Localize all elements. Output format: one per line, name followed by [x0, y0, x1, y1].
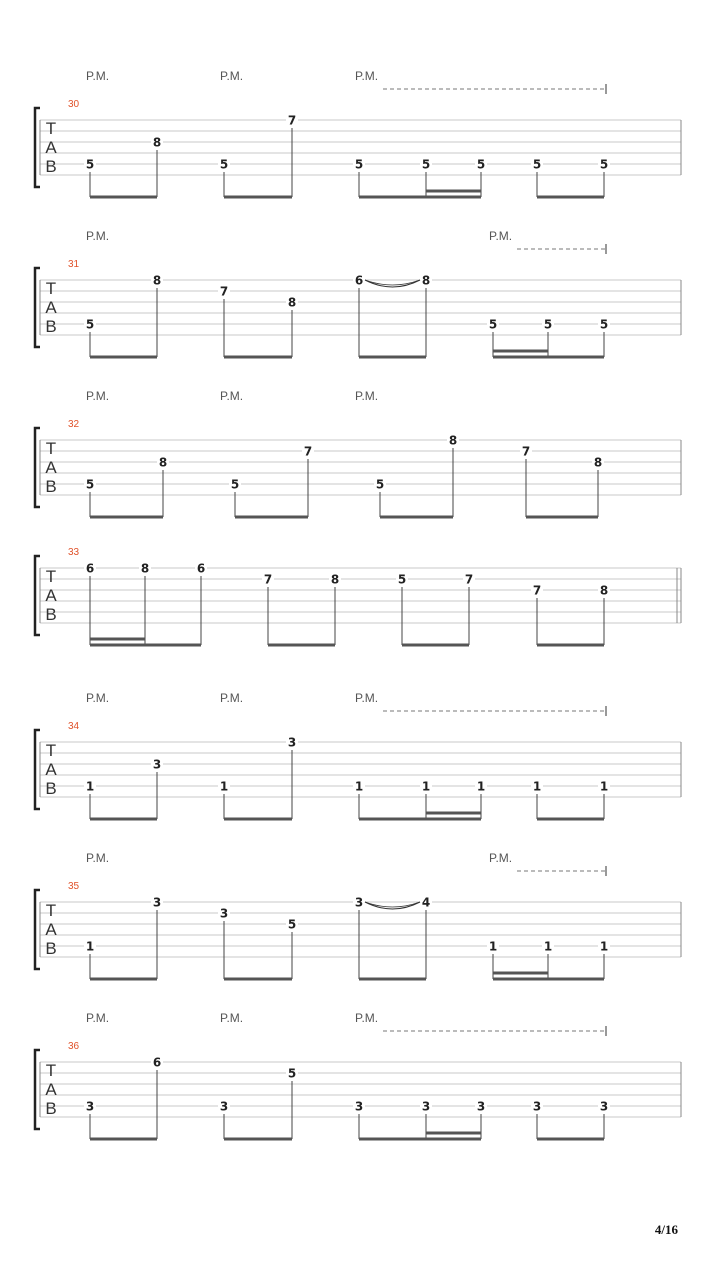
tab-clef-letter: A [45, 760, 57, 779]
fret-number: 7 [464, 572, 474, 587]
tab-system-34 [35, 691, 681, 819]
tie-arc-inner [365, 280, 420, 285]
tab-clef-letter: T [45, 119, 57, 138]
measure-number: 35 [68, 881, 80, 892]
fret-number: 7 [287, 113, 297, 128]
tab-clef-letter: T [45, 741, 57, 760]
measure-number: 33 [68, 547, 80, 558]
tab-clef-letter: A [45, 920, 57, 939]
fret-number: 5 [85, 317, 95, 332]
tab-system-35 [35, 851, 681, 979]
system-bracket [35, 730, 40, 809]
measure-number: 36 [68, 1041, 80, 1052]
palm-mute-label: P.M. [355, 691, 379, 705]
fret-number: 6 [196, 561, 206, 576]
tab-clef-letter: B [45, 779, 57, 798]
measure-number: 31 [68, 259, 80, 270]
palm-mute-label: P.M. [86, 1011, 110, 1025]
fret-number: 1 [543, 939, 553, 954]
palm-mute-label: P.M. [86, 851, 110, 865]
tie-arc-inner [365, 902, 420, 907]
fret-number: 8 [140, 561, 150, 576]
tab-clef-letter: T [45, 567, 57, 586]
tab-clef-letter: B [45, 1099, 57, 1118]
tab-clef-letter: T [45, 1061, 57, 1080]
fret-number: 5 [476, 157, 486, 172]
tab-clef-letter: T [45, 439, 57, 458]
tab-clef-letter: B [45, 477, 57, 496]
palm-mute-label: P.M. [489, 851, 513, 865]
fret-number: 5 [532, 157, 542, 172]
fret-number: 7 [532, 583, 542, 598]
fret-number: 6 [152, 1055, 162, 1070]
palm-mute-label: P.M. [489, 229, 513, 243]
fret-number: 8 [448, 433, 458, 448]
fret-number: 3 [287, 735, 297, 750]
measure-number: 34 [68, 721, 80, 732]
fret-number: 3 [532, 1099, 542, 1114]
fret-number: 3 [476, 1099, 486, 1114]
fret-number: 3 [219, 906, 229, 921]
system-bracket [35, 1050, 40, 1129]
fret-number: 8 [599, 583, 609, 598]
fret-number: 5 [599, 317, 609, 332]
system-bracket [35, 108, 40, 187]
tab-clef-letter: T [45, 279, 57, 298]
fret-number: 8 [152, 135, 162, 150]
fret-number: 7 [303, 444, 313, 459]
fret-number: 1 [85, 939, 95, 954]
tab-clef-letter: B [45, 605, 57, 624]
fret-number: 3 [152, 895, 162, 910]
fret-number: 3 [219, 1099, 229, 1114]
fret-number: 5 [397, 572, 407, 587]
fret-number: 6 [354, 273, 364, 288]
fret-number: 5 [85, 157, 95, 172]
fret-number: 8 [330, 572, 340, 587]
system-bracket [35, 268, 40, 347]
fret-number: 5 [354, 157, 364, 172]
system-bracket [35, 428, 40, 507]
tab-clef-letter: A [45, 138, 57, 157]
tab-system-30 [35, 69, 681, 197]
fret-number: 1 [219, 779, 229, 794]
measure-number: 30 [68, 99, 80, 110]
tab-clef-letter: B [45, 317, 57, 336]
fret-number: 3 [152, 757, 162, 772]
page-number: 4/16 [654, 1222, 678, 1237]
fret-number: 8 [421, 273, 431, 288]
fret-number: 5 [599, 157, 609, 172]
fret-number: 5 [375, 477, 385, 492]
palm-mute-label: P.M. [220, 69, 244, 83]
measure-number: 32 [68, 419, 80, 430]
palm-mute-label: P.M. [86, 691, 110, 705]
fret-number: 8 [593, 455, 603, 470]
fret-number: 8 [152, 273, 162, 288]
fret-number: 5 [230, 477, 240, 492]
fret-number: 6 [85, 561, 95, 576]
palm-mute-label: P.M. [86, 389, 110, 403]
tab-clef-letter: A [45, 1080, 57, 1099]
palm-mute-label: P.M. [86, 229, 110, 243]
palm-mute-label: P.M. [220, 389, 244, 403]
fret-number: 1 [476, 779, 486, 794]
fret-number: 5 [85, 477, 95, 492]
fret-number: 5 [287, 917, 297, 932]
palm-mute-label: P.M. [220, 691, 244, 705]
fret-number: 5 [421, 157, 431, 172]
palm-mute-label: P.M. [86, 69, 110, 83]
tie-arc [365, 902, 420, 909]
palm-mute-label: P.M. [355, 389, 379, 403]
fret-number: 7 [263, 572, 273, 587]
fret-number: 1 [599, 779, 609, 794]
palm-mute-label: P.M. [355, 69, 379, 83]
fret-number: 1 [421, 779, 431, 794]
tab-clef-letter: A [45, 298, 57, 317]
fret-number: 3 [354, 895, 364, 910]
fret-number: 4 [421, 895, 431, 910]
fret-number: 3 [421, 1099, 431, 1114]
fret-number: 3 [85, 1099, 95, 1114]
fret-number: 5 [488, 317, 498, 332]
fret-number: 8 [158, 455, 168, 470]
fret-number: 1 [85, 779, 95, 794]
tab-system-31 [35, 229, 681, 357]
fret-number: 1 [488, 939, 498, 954]
fret-number: 3 [354, 1099, 364, 1114]
tab-system-36 [35, 1011, 681, 1139]
tab-system-32 [35, 389, 681, 517]
tab-clef-letter: A [45, 586, 57, 605]
fret-number: 8 [287, 295, 297, 310]
fret-number: 7 [219, 284, 229, 299]
system-bracket [35, 556, 40, 635]
fret-number: 7 [521, 444, 531, 459]
palm-mute-label: P.M. [220, 1011, 244, 1025]
tab-clef-letter: T [45, 901, 57, 920]
fret-number: 1 [354, 779, 364, 794]
palm-mute-label: P.M. [355, 1011, 379, 1025]
tab-clef-letter: B [45, 939, 57, 958]
tie-arc [365, 280, 420, 287]
fret-number: 1 [532, 779, 542, 794]
fret-number: 5 [219, 157, 229, 172]
tab-clef-letter: B [45, 157, 57, 176]
system-bracket [35, 890, 40, 969]
fret-number: 5 [543, 317, 553, 332]
tab-clef-letter: A [45, 458, 57, 477]
fret-number: 5 [287, 1066, 297, 1081]
tab-system-33 [35, 547, 681, 645]
fret-number: 1 [599, 939, 609, 954]
fret-number: 3 [599, 1099, 609, 1114]
